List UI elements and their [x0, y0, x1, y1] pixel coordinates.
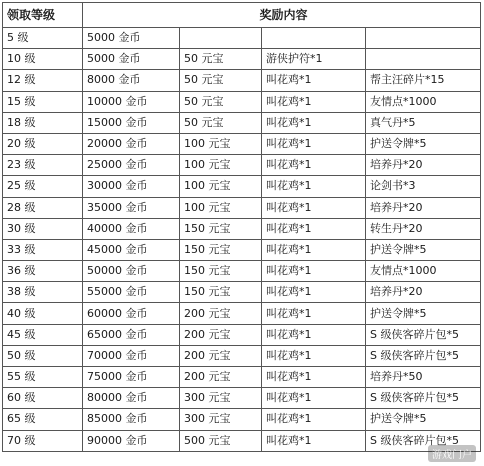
level-cell: 36 级 — [3, 261, 83, 282]
item1-cell: 叫花鸡*1 — [262, 91, 366, 112]
gold-cell: 50000 金币 — [83, 261, 180, 282]
watermark-logo: 游戏门户 — [428, 445, 476, 462]
level-cell: 30 级 — [3, 218, 83, 239]
gold-cell: 40000 金币 — [83, 218, 180, 239]
yuanbao-cell: 150 元宝 — [180, 239, 262, 260]
table-row — [3, 28, 481, 49]
item2-cell: 护送令牌*5 — [366, 239, 481, 260]
item1-cell: 叫花鸡*1 — [262, 197, 366, 218]
item1-cell: 叫花鸡*1 — [262, 218, 366, 239]
table-row — [3, 367, 481, 388]
item2-cell: 护送令牌*5 — [366, 409, 481, 430]
item1-cell: 叫花鸡*1 — [262, 367, 366, 388]
yuanbao-cell: 100 元宝 — [180, 197, 262, 218]
level-cell: 65 级 — [3, 409, 83, 430]
table-row — [3, 303, 481, 324]
item1-cell: 叫花鸡*1 — [262, 324, 366, 345]
item1-cell: 叫花鸡*1 — [262, 430, 366, 451]
yuanbao-cell: 300 元宝 — [180, 388, 262, 409]
gold-cell: 70000 金币 — [83, 345, 180, 366]
item1-cell: 叫花鸡*1 — [262, 388, 366, 409]
item2-cell: 友情点*1000 — [366, 91, 481, 112]
gold-cell: 25000 金币 — [83, 155, 180, 176]
yuanbao-cell: 50 元宝 — [180, 91, 262, 112]
gold-cell: 85000 金币 — [83, 409, 180, 430]
item2-cell: 转生丹*20 — [366, 218, 481, 239]
table-row — [3, 218, 481, 239]
yuanbao-cell: 200 元宝 — [180, 303, 262, 324]
item1-cell: 叫花鸡*1 — [262, 303, 366, 324]
table-row — [3, 345, 481, 366]
gold-cell: 75000 金币 — [83, 367, 180, 388]
item2-cell: 帮主汪碎片*15 — [366, 70, 481, 91]
gold-cell: 35000 金币 — [83, 197, 180, 218]
level-cell: 12 级 — [3, 70, 83, 91]
item2-cell: 培养丹*50 — [366, 367, 481, 388]
gold-cell: 45000 金币 — [83, 239, 180, 260]
item2-cell: 培养丹*20 — [366, 155, 481, 176]
item1-cell: 叫花鸡*1 — [262, 409, 366, 430]
item1-cell — [262, 28, 366, 49]
yuanbao-cell: 100 元宝 — [180, 133, 262, 154]
yuanbao-cell: 500 元宝 — [180, 430, 262, 451]
header-row — [3, 3, 481, 28]
level-cell: 70 级 — [3, 430, 83, 451]
item2-cell: S 级侠客碎片包*5 — [366, 430, 481, 451]
level-header: 领取等级 — [3, 3, 83, 28]
item2-cell: 友情点*1000 — [366, 261, 481, 282]
yuanbao-cell — [180, 28, 262, 49]
content-header: 奖励内容 — [83, 3, 481, 28]
table-row — [3, 197, 481, 218]
reward-table — [2, 2, 481, 452]
gold-cell: 55000 金币 — [83, 282, 180, 303]
yuanbao-cell: 150 元宝 — [180, 282, 262, 303]
gold-cell: 5000 金币 — [83, 28, 180, 49]
item1-cell: 叫花鸡*1 — [262, 70, 366, 91]
item2-cell: 论剑书*3 — [366, 176, 481, 197]
yuanbao-cell: 200 元宝 — [180, 324, 262, 345]
table-body — [3, 28, 481, 452]
item1-cell: 叫花鸡*1 — [262, 133, 366, 154]
item2-cell: 培养丹*20 — [366, 282, 481, 303]
table-row — [3, 133, 481, 154]
level-cell: 33 级 — [3, 239, 83, 260]
level-cell: 15 级 — [3, 91, 83, 112]
table-row — [3, 70, 481, 91]
yuanbao-cell: 50 元宝 — [180, 70, 262, 91]
level-cell: 28 级 — [3, 197, 83, 218]
yuanbao-cell: 200 元宝 — [180, 345, 262, 366]
table-row — [3, 49, 481, 70]
item1-cell: 叫花鸡*1 — [262, 261, 366, 282]
level-cell: 40 级 — [3, 303, 83, 324]
table-row — [3, 388, 481, 409]
table-row — [3, 239, 481, 260]
yuanbao-cell: 100 元宝 — [180, 155, 262, 176]
yuanbao-cell: 300 元宝 — [180, 409, 262, 430]
level-cell: 38 级 — [3, 282, 83, 303]
item1-cell: 游侠护符*1 — [262, 49, 366, 70]
table-row — [3, 91, 481, 112]
gold-cell: 60000 金币 — [83, 303, 180, 324]
item2-cell: 护送令牌*5 — [366, 133, 481, 154]
gold-cell: 20000 金币 — [83, 133, 180, 154]
level-cell: 20 级 — [3, 133, 83, 154]
item2-cell: S 级侠客碎片包*5 — [366, 388, 481, 409]
item2-cell: S 级侠客碎片包*5 — [366, 324, 481, 345]
table-row — [3, 430, 481, 451]
yuanbao-cell: 100 元宝 — [180, 176, 262, 197]
item2-cell: 真气丹*5 — [366, 112, 481, 133]
level-cell: 60 级 — [3, 388, 83, 409]
table-row — [3, 261, 481, 282]
level-cell: 25 级 — [3, 176, 83, 197]
table-row — [3, 112, 481, 133]
gold-cell: 30000 金币 — [83, 176, 180, 197]
table-row — [3, 324, 481, 345]
level-cell: 55 级 — [3, 367, 83, 388]
level-cell: 50 级 — [3, 345, 83, 366]
item2-cell: S 级侠客碎片包*5 — [366, 345, 481, 366]
gold-cell: 15000 金币 — [83, 112, 180, 133]
item2-cell — [366, 28, 481, 49]
gold-cell: 90000 金币 — [83, 430, 180, 451]
level-cell: 5 级 — [3, 28, 83, 49]
item2-cell: 护送令牌*5 — [366, 303, 481, 324]
level-cell: 45 级 — [3, 324, 83, 345]
yuanbao-cell: 150 元宝 — [180, 261, 262, 282]
item1-cell: 叫花鸡*1 — [262, 282, 366, 303]
item2-cell: 培养丹*20 — [366, 197, 481, 218]
table-row — [3, 176, 481, 197]
item1-cell: 叫花鸡*1 — [262, 112, 366, 133]
table-row — [3, 155, 481, 176]
gold-cell: 10000 金币 — [83, 91, 180, 112]
item1-cell: 叫花鸡*1 — [262, 239, 366, 260]
yuanbao-cell: 50 元宝 — [180, 49, 262, 70]
table-row — [3, 282, 481, 303]
level-cell: 23 级 — [3, 155, 83, 176]
table-row — [3, 409, 481, 430]
item1-cell: 叫花鸡*1 — [262, 155, 366, 176]
item1-cell: 叫花鸡*1 — [262, 176, 366, 197]
yuanbao-cell: 50 元宝 — [180, 112, 262, 133]
gold-cell: 65000 金币 — [83, 324, 180, 345]
yuanbao-cell: 200 元宝 — [180, 367, 262, 388]
gold-cell: 5000 金币 — [83, 49, 180, 70]
level-cell: 18 级 — [3, 112, 83, 133]
level-cell: 10 级 — [3, 49, 83, 70]
item1-cell: 叫花鸡*1 — [262, 345, 366, 366]
gold-cell: 80000 金币 — [83, 388, 180, 409]
gold-cell: 8000 金币 — [83, 70, 180, 91]
item2-cell — [366, 49, 481, 70]
yuanbao-cell: 150 元宝 — [180, 218, 262, 239]
